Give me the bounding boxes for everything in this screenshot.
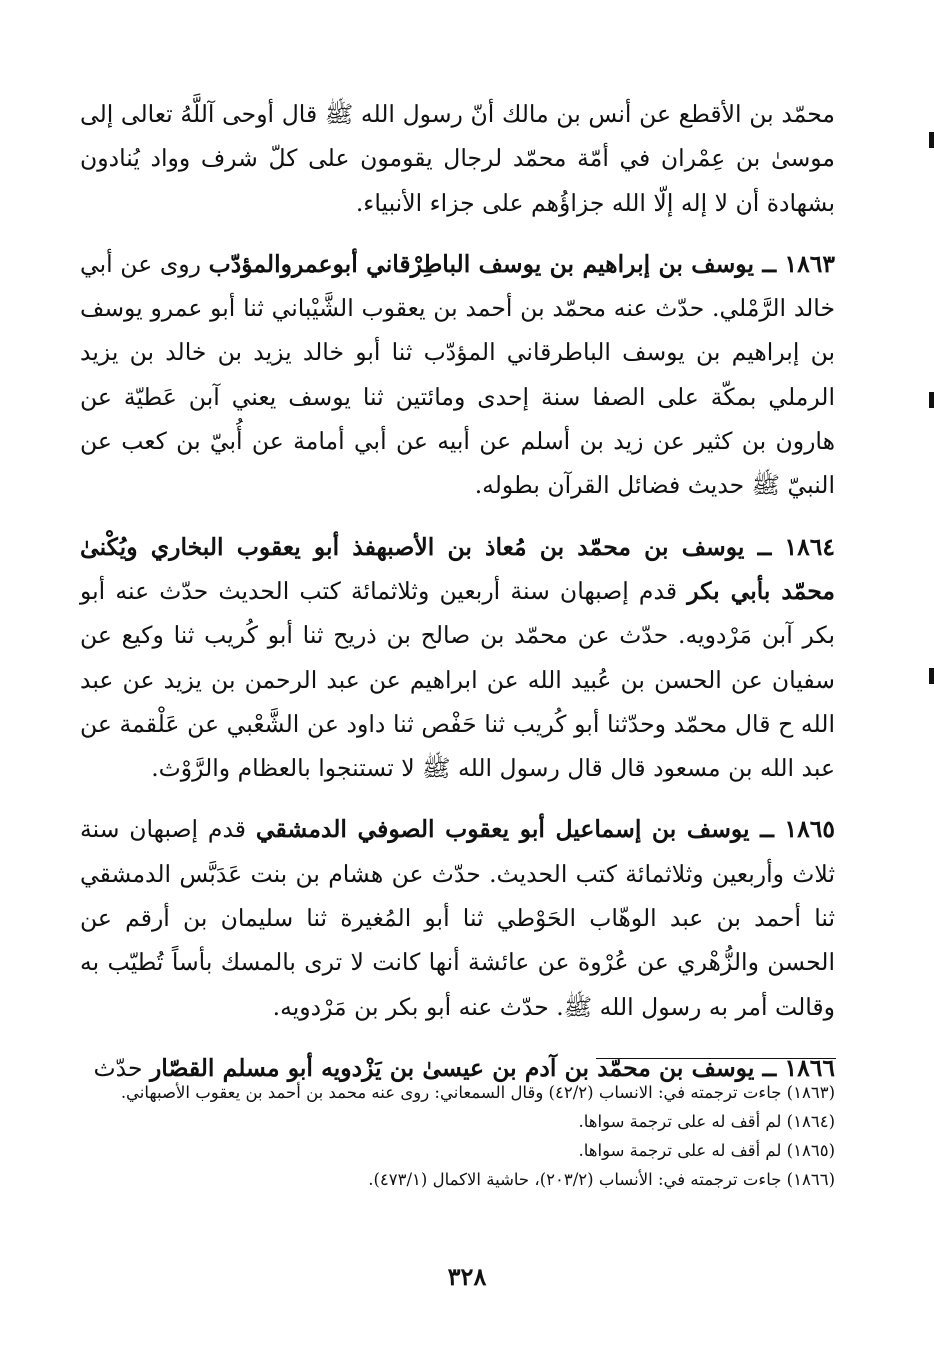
entry-1863 <box>80 242 835 508</box>
footnote-divider <box>596 1058 836 1059</box>
entry-body: قدم إصبهان سنة ثلاث وأربعين وثلاثمائة كتب الحديث. حدّث عن هشام بن بنت عَدَبَّس الدمشقي ثنا أحمد بن عبد الوهّاب الحَوْطي ثنا أبو المُغيرة ثنا سليمان بن أرقم عن الحسن والزُّهْري عن عُرْوة عن عائشة أنها كانت لا ترى بالمسك بأساً تُطيّب به وقالت أمر به رسول الله ﷺ. حدّث عنه أبو بكر بن مَرْدويه. <box>80 815 835 1021</box>
scan-edge-mark <box>929 392 934 408</box>
footnotes <box>80 1078 835 1194</box>
footnote-1866: (١٨٦٦) جاءت ترجمته في: الأنساب (٢٠٣/٢)، حاشية الاكمال (٤٧٣/١). <box>368 1170 835 1189</box>
entry-heading: ١٨٦٣ ــ يوسف بن إبراهيم بن يوسف الباطِرْقاني أبوعمروالمؤدّب <box>208 249 835 278</box>
entry-body: روى عن أبي خالد الرَّمْلي. حدّث عنه محمّد بن أحمد بن يعقوب الشَّيْباني ثنا أبو عمرو يوسف بن إبراهيم بن يوسف الباطرقاني المؤدّب ثنا أبو خالد يزيد بن خالد بن يزيد الرملي بمكّة على الصفا سنة إحدى ومائتين ثنا يوسف يعني آبن عَطيّة عن هارون بن كثير عن زيد بن أسلم عن أبيه عن أبي أمامة عن أُبيّ بن كعب عن النبيّ ﷺ حديث فضائل القرآن بطوله. <box>80 249 835 500</box>
footnote-1865: (١٨٦٥) لم أقف له على ترجمة سواها. <box>578 1141 835 1160</box>
entry-1864 <box>80 525 835 791</box>
main-text <box>80 92 835 1107</box>
entry-heading: ١٨٦٤ ــ يوسف بن محمّد بن مُعاذ بن الأصبهفذ أبو يعقوب البخاري ويُكْنىٰ محمّد بأبي بكر <box>80 532 835 605</box>
scan-edge-mark <box>929 668 934 684</box>
entry-heading: ١٨٦٥ ــ يوسف بن إسماعيل أبو يعقوب الصوفي الدمشقي <box>255 815 836 844</box>
scan-edge-mark <box>929 132 934 148</box>
footnote-1864: (١٨٦٤) لم أقف له على ترجمة سواها. <box>578 1112 835 1131</box>
intro-paragraph: محمّد بن الأقطع عن أنس بن مالك أنّ رسول الله ﷺ قال أوحى آللَّهُ تعالى إلى موسىٰ بن عِمْران في أمّة محمّد لرجال يقومون على كلّ شرف وواد يُنادون بشهادة أن لا إله إلّا الله جزاؤُهم على جزاء الأنبياء. <box>80 100 835 217</box>
entry-body: قدم إصبهان سنة أربعين وثلاثمائة كتب الحديث حدّث عنه أبو بكر آبن مَرْدويه. حدّث عن محمّد بن صالح بن ذريح ثنا أبو كُريب ثنا وكيع عن سفيان عن الحسن بن عُبيد الله عن ابراهيم عن عبد الرحمن بن يزيد عن عبد الله ح قال محمّد وحدّثنا أبو كُريب ثنا حَفْص ثنا داود عن الشَّعْبي عن عَلْقمة عن عبد الله بن مسعود قال قال رسول الله ﷺ لا تستنجوا بالعظام والرَّوْث. <box>80 576 835 783</box>
entry-heading: ١٨٦٦ ــ يوسف بن محمّد بن آدم بن عيسىٰ بن يَزْدويه أبو مسلم القصّار <box>149 1053 835 1082</box>
page-number: ٣٢٨ <box>447 1262 487 1291</box>
entry-body: حدّث <box>93 1053 150 1082</box>
footnote-1863: (١٨٦٣) جاءت ترجمته في: الانساب (٤٢/٢) وقال السمعاني: روى عنه محمد بن أحمد بن يعقوب الأصبهاني. <box>120 1083 835 1102</box>
entry-1865 <box>80 807 835 1028</box>
